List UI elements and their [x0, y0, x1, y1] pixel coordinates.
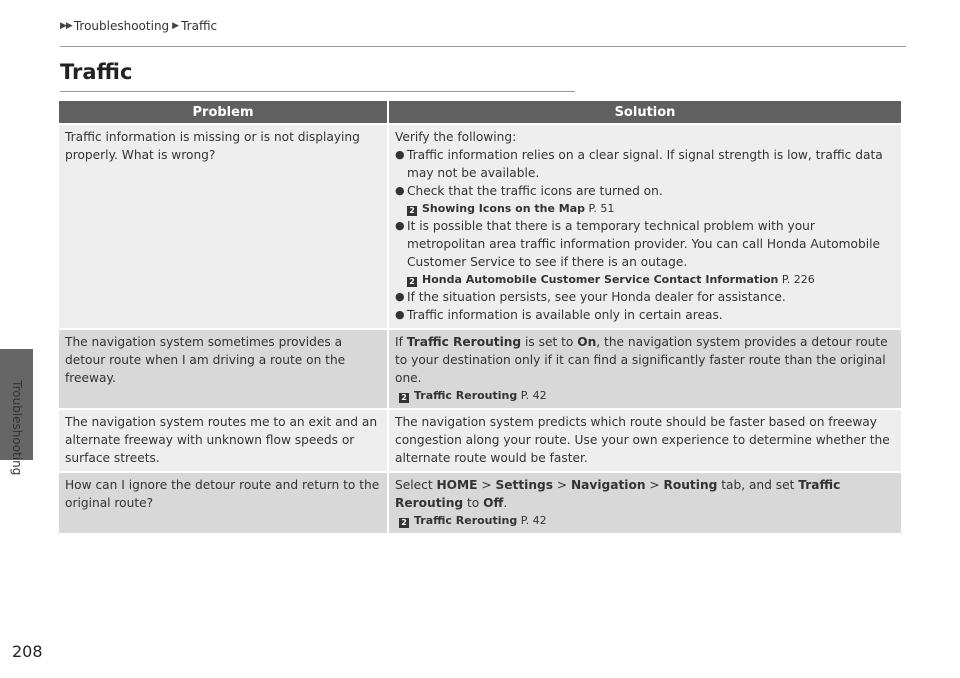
reference-page: P. 51 [588, 202, 615, 215]
solution-cell [388, 472, 901, 533]
solution-intro: Verify the following: [395, 130, 517, 144]
table-row [59, 409, 901, 472]
chapter-tab-label: Troubleshooting [10, 380, 24, 476]
reference-icon: 2 [407, 206, 417, 216]
bullet-icon: ● [395, 148, 405, 161]
reference-icon: 2 [407, 277, 417, 287]
text-segment: > [553, 478, 571, 492]
list-item [395, 146, 895, 182]
bullet-icon: ● [395, 184, 405, 197]
text-segment: If [395, 335, 407, 349]
problem-cell: Traffic information is missing or is not displaying properly. What is wrong? [59, 124, 388, 329]
table-row [59, 329, 901, 409]
bullet-icon: ● [395, 308, 405, 321]
problem-cell: The navigation system routes me to an exit and an alternate freeway with unknown flow speeds or surface streets. [59, 409, 388, 472]
header-divider [60, 46, 906, 47]
page-title: Traffic [60, 60, 133, 84]
cross-reference-link[interactable] [395, 200, 895, 217]
reference-page: P. 226 [781, 273, 815, 286]
problem-cell: The navigation system sometimes provides a detour route when I am driving a route on the freeway. [59, 329, 388, 409]
reference-icon: 2 [399, 393, 409, 403]
text-segment: > [477, 478, 496, 492]
column-header-solution: Solution [388, 101, 901, 124]
text-segment: is set to [521, 335, 578, 349]
reference-title: Honda Automobile Customer Service Contact Information [422, 273, 779, 286]
text-segment: to [463, 496, 484, 510]
reference-page: P. 42 [520, 389, 547, 402]
solution-cell [388, 329, 901, 409]
setting-value: On [577, 335, 597, 349]
menu-path-navigation: Navigation [570, 478, 646, 492]
breadcrumb-separator-icon: ▶ [172, 21, 180, 31]
list-item-text: Traffic information relies on a clear signal. If signal strength is low, traffic data may not be available. [407, 148, 883, 180]
bullet-icon: ● [395, 219, 405, 232]
list-item [395, 288, 895, 306]
problem-cell: How can I ignore the detour route and return to the original route? [59, 472, 388, 533]
list-item-text: Check that the traffic icons are turned on. [407, 184, 663, 198]
reference-title: Showing Icons on the Map [422, 202, 585, 215]
text-segment: tab, and set [717, 478, 799, 492]
column-header-problem: Problem [59, 101, 388, 124]
menu-path-settings: Settings [495, 478, 553, 492]
reference-title: Traffic Rerouting [414, 514, 518, 527]
setting-name: Traffic Rerouting [406, 335, 522, 349]
list-item-text: It is possible that there is a temporary technical problem with your metropolitan area traffic information provider. You can call Honda Automobile Customer Service to see if there is an outage. [407, 219, 880, 269]
breadcrumb [60, 19, 217, 33]
setting-value: Off [483, 496, 504, 510]
bullet-icon: ● [395, 290, 405, 303]
table-row [59, 472, 901, 533]
cross-reference-link[interactable] [395, 512, 895, 529]
page-number: 208 [12, 642, 43, 661]
menu-path-home: HOME [436, 478, 478, 492]
cross-reference-link[interactable] [395, 387, 895, 404]
text-segment: . [503, 496, 508, 510]
table-row [59, 124, 901, 329]
list-item-text: Traffic information is available only in certain areas. [407, 308, 723, 322]
reference-page: P. 42 [520, 514, 547, 527]
text-segment: > [645, 478, 664, 492]
list-item [395, 306, 895, 324]
solution-cell [388, 124, 901, 329]
menu-path-routing: Routing [663, 478, 718, 492]
solution-text [395, 476, 895, 512]
title-divider [60, 91, 575, 92]
solution-text [395, 333, 895, 387]
text-segment: , the navigation system provides a detour route to your destination only if it can find a significantly faster route than the original one. [395, 335, 888, 385]
solution-cell: The navigation system predicts which route should be faster based on freeway congestion along your route. Use your own experience to determine whether the alternate route would be faster. [388, 409, 901, 472]
list-item-text: If the situation persists, see your Honda dealer for assistance. [407, 290, 786, 304]
breadcrumb-item-troubleshooting[interactable]: Troubleshooting [73, 19, 170, 33]
text-segment: Select [395, 478, 437, 492]
setting-name: Traffic Rerouting [395, 478, 841, 510]
reference-title: Traffic Rerouting [414, 389, 518, 402]
breadcrumb-arrow-icon: ▶▶ [60, 21, 72, 31]
breadcrumb-item-traffic[interactable]: Traffic [181, 19, 218, 33]
table-header-row [59, 101, 901, 124]
cross-reference-link[interactable] [395, 271, 895, 288]
reference-icon: 2 [399, 518, 409, 528]
troubleshooting-table [59, 101, 901, 533]
list-item [395, 182, 895, 200]
list-item [395, 217, 895, 271]
